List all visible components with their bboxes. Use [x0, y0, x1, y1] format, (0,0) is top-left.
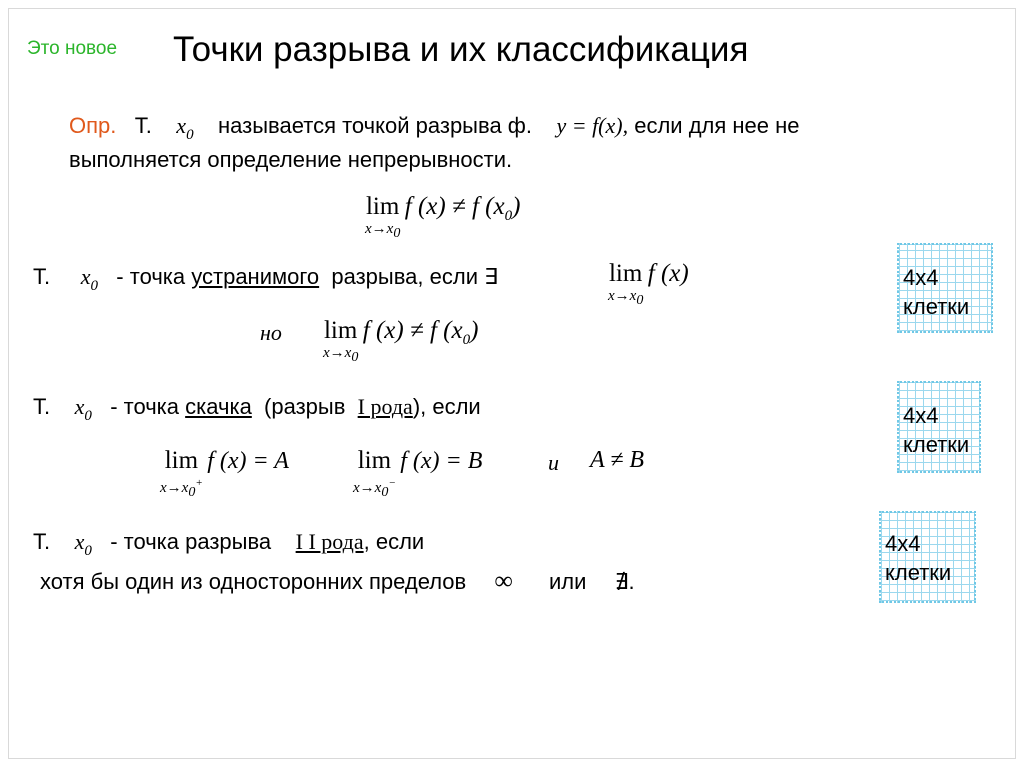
- formula-continuity: [365, 193, 521, 241]
- limit-operator: lim x→x0: [323, 317, 359, 365]
- grid-label: 4x4: [903, 403, 939, 428]
- new-note: Это новое: [27, 38, 118, 59]
- grid-box: [879, 511, 976, 603]
- second-roman: I I рода: [295, 529, 364, 554]
- limit-operator: lim x→x0: [365, 193, 401, 241]
- definition-end: если для нее не: [634, 113, 800, 138]
- exists-symbol: ∃: [484, 264, 499, 289]
- limit-operator: lim x→x0+: [160, 447, 203, 500]
- second-kind-line-2: хотя бы один из односторонних пределов ∞ или ∄.: [40, 566, 635, 595]
- grid-label: клетки: [903, 294, 970, 319]
- jump-line: Т. $x_0$ - точка скачка (разрыв I рода), если: [33, 394, 481, 424]
- definition-line-1: [69, 113, 800, 143]
- definition-func: y = f(x),: [556, 113, 629, 138]
- grid-label: клетки: [885, 560, 952, 585]
- removable-condition: lim x→x0 f (x) ≠ f $(x_0)$: [323, 317, 479, 365]
- jump-right-limit: lim x→x0− f (x) = B: [353, 447, 483, 500]
- infinity-symbol: ∞: [494, 566, 513, 595]
- grid-box: [897, 243, 993, 333]
- grid-label: 4x4: [903, 265, 939, 290]
- jump-roman: I рода: [357, 394, 413, 419]
- definition-x: $x_0$: [176, 113, 194, 143]
- formula-expression: f (x) ≠ f $(x_0)$: [404, 193, 521, 224]
- removable-line: Т. $x_0$ - точка устранимого разрыва, если ∃: [33, 264, 499, 294]
- definition-prefix: Опр.: [69, 113, 117, 138]
- removable-word: устранимого: [191, 264, 320, 289]
- second-x: $x_0$: [74, 529, 92, 559]
- grid-label: 4x4: [885, 531, 921, 556]
- limit-operator: lim x→x0−: [353, 447, 396, 500]
- grid-label: клетки: [903, 432, 970, 457]
- but-word: но: [260, 320, 282, 345]
- limit-operator: lim x→x0: [608, 260, 644, 308]
- removable-x: $x_0$: [80, 264, 98, 294]
- definition-middle: называется точкой разрыва ф.: [218, 113, 532, 138]
- and-word: и: [548, 450, 559, 475]
- grid-box: [897, 381, 981, 473]
- not-exists-symbol: ∄: [614, 569, 629, 594]
- jump-word: скачка: [185, 394, 252, 419]
- removable-limit: lim x→x0 f (x): [608, 260, 689, 308]
- second-kind-line: Т. $x_0$ - точка разрыва I I рода, если: [33, 529, 425, 559]
- jump-left-limit: lim x→x0+ f (x) = A: [160, 447, 289, 500]
- a-neq-b: A ≠ B: [590, 447, 645, 473]
- definition-t: Т.: [134, 113, 152, 138]
- jump-x: $x_0$: [74, 394, 92, 424]
- page-title: Точки разрыва и их классификация: [173, 30, 749, 69]
- definition-line-2: выполняется определение непрерывности.: [69, 147, 513, 172]
